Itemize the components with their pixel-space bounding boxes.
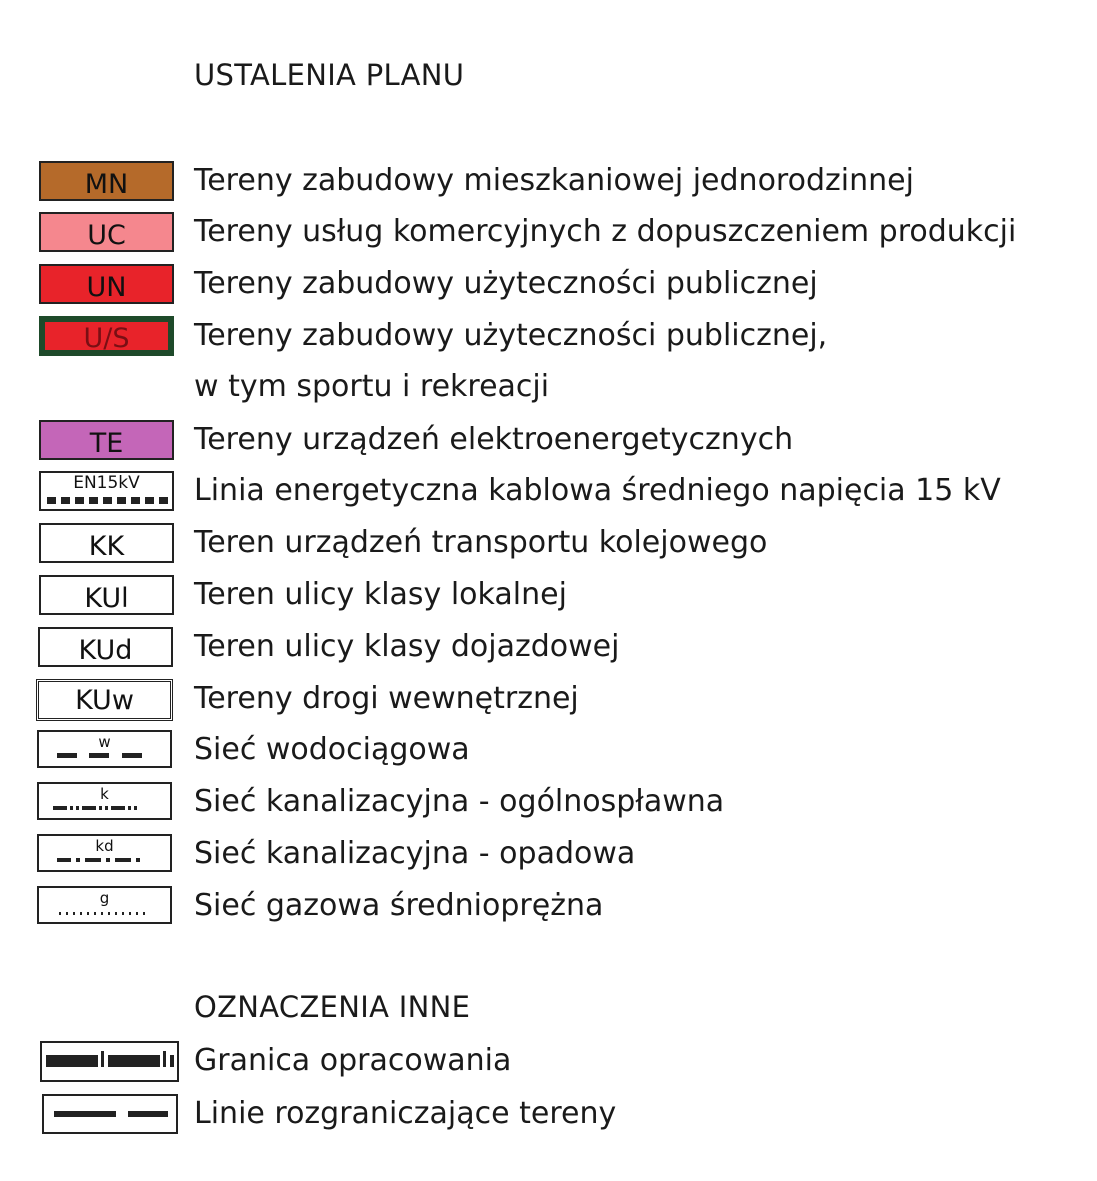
- legend-item-te: [0, 420, 1097, 466]
- power-line-pattern: [41, 473, 172, 509]
- legend-item-kud: [0, 627, 1097, 673]
- te-label: Tereny urządzeń elektroenergetycznych: [194, 422, 794, 457]
- us-swatch: [39, 316, 174, 356]
- sewer-storm-symbol: [37, 834, 172, 872]
- water-label: Sieć wodociągowa: [194, 732, 470, 767]
- kuw-symbol: [36, 679, 173, 721]
- gas-line-pattern: [39, 888, 170, 922]
- en15kv-code: EN15kV: [73, 473, 140, 493]
- uc-code: UC: [87, 220, 126, 251]
- kud-code: KUd: [78, 635, 133, 666]
- water-line-symbol: [37, 730, 172, 768]
- legend-item-sewer-storm: [0, 834, 1097, 880]
- legend-item-demarcation: [0, 1094, 1097, 1140]
- mn-code: MN: [84, 169, 129, 200]
- kud-label: Teren ulicy klasy dojazdowej: [194, 629, 620, 664]
- legend-item-en15kv: [0, 471, 1097, 517]
- un-swatch: [39, 264, 174, 304]
- legend-item-water: [0, 730, 1097, 776]
- water-code: w: [98, 733, 111, 751]
- boundary-line-pattern: [42, 1043, 177, 1080]
- gas-label: Sieć gazowa średnioprężna: [194, 888, 604, 923]
- legend-item-un: [0, 264, 1097, 310]
- kul-code: KUl: [84, 583, 129, 614]
- us-code: U/S: [83, 323, 130, 354]
- legend-item-sewer-combined: [0, 782, 1097, 828]
- sewer-storm-label: Sieć kanalizacyjna - opadowa: [194, 836, 636, 871]
- uc-swatch: [39, 212, 174, 252]
- other-heading: OZNACZENIA INNE: [194, 990, 471, 1024]
- legend-item-uc: [0, 212, 1097, 258]
- legend-item-kk: [0, 523, 1097, 569]
- sewer-combined-symbol: [37, 782, 172, 820]
- us-label: Tereny zabudowy użyteczności publicznej,: [194, 318, 828, 353]
- demarcation-line-pattern: [44, 1096, 176, 1132]
- mn-label: Tereny zabudowy mieszkaniowej jednorodzinnej: [194, 163, 914, 198]
- legend-item-kuw: [0, 679, 1097, 725]
- demarcation-symbol: [42, 1094, 178, 1134]
- legend-item-kul: [0, 575, 1097, 621]
- boundary-label: Granica opracowania: [194, 1043, 512, 1078]
- uc-label: Tereny usług komercyjnych z dopuszczeniem produkcji: [194, 214, 1017, 249]
- sewer-storm-pattern: [39, 836, 170, 870]
- sewer-combined-code: k: [100, 785, 109, 803]
- kuw-label: Tereny drogi wewnętrznej: [194, 681, 579, 716]
- us-label-continuation: w tym sportu i rekreacji: [194, 369, 550, 404]
- te-swatch: [39, 420, 174, 460]
- kk-label: Teren urządzeń transportu kolejowego: [194, 525, 768, 560]
- kk-code: KK: [88, 531, 125, 562]
- en15kv-symbol: [39, 471, 174, 511]
- mn-swatch: [39, 161, 174, 201]
- legend-item-boundary: [0, 1041, 1097, 1087]
- gas-code: g: [99, 889, 110, 907]
- te-code: TE: [89, 428, 124, 459]
- sewer-combined-pattern: [39, 784, 170, 818]
- un-code: UN: [86, 272, 127, 303]
- un-label: Tereny zabudowy użyteczności publicznej: [194, 266, 818, 301]
- kud-symbol: [38, 627, 173, 667]
- legend-item-us: [0, 316, 1097, 406]
- water-line-pattern: [39, 732, 170, 766]
- sewer-combined-label: Sieć kanalizacyjna - ogólnospławna: [194, 784, 725, 819]
- legend-item-gas: [0, 886, 1097, 932]
- boundary-symbol: [40, 1041, 179, 1082]
- kuw-code: KUw: [75, 685, 134, 716]
- plan-heading: USTALENIA PLANU: [194, 58, 465, 92]
- kk-symbol: [39, 523, 174, 563]
- sewer-storm-code: kd: [95, 837, 114, 855]
- legend-item-mn: [0, 161, 1097, 207]
- gas-line-symbol: [37, 886, 172, 924]
- kul-label: Teren ulicy klasy lokalnej: [194, 577, 567, 612]
- en15kv-label: Linia energetyczna kablowa średniego napięcia 15 kV: [194, 473, 1001, 508]
- demarcation-label: Linie rozgraniczające tereny: [194, 1096, 617, 1131]
- kul-symbol: [39, 575, 174, 615]
